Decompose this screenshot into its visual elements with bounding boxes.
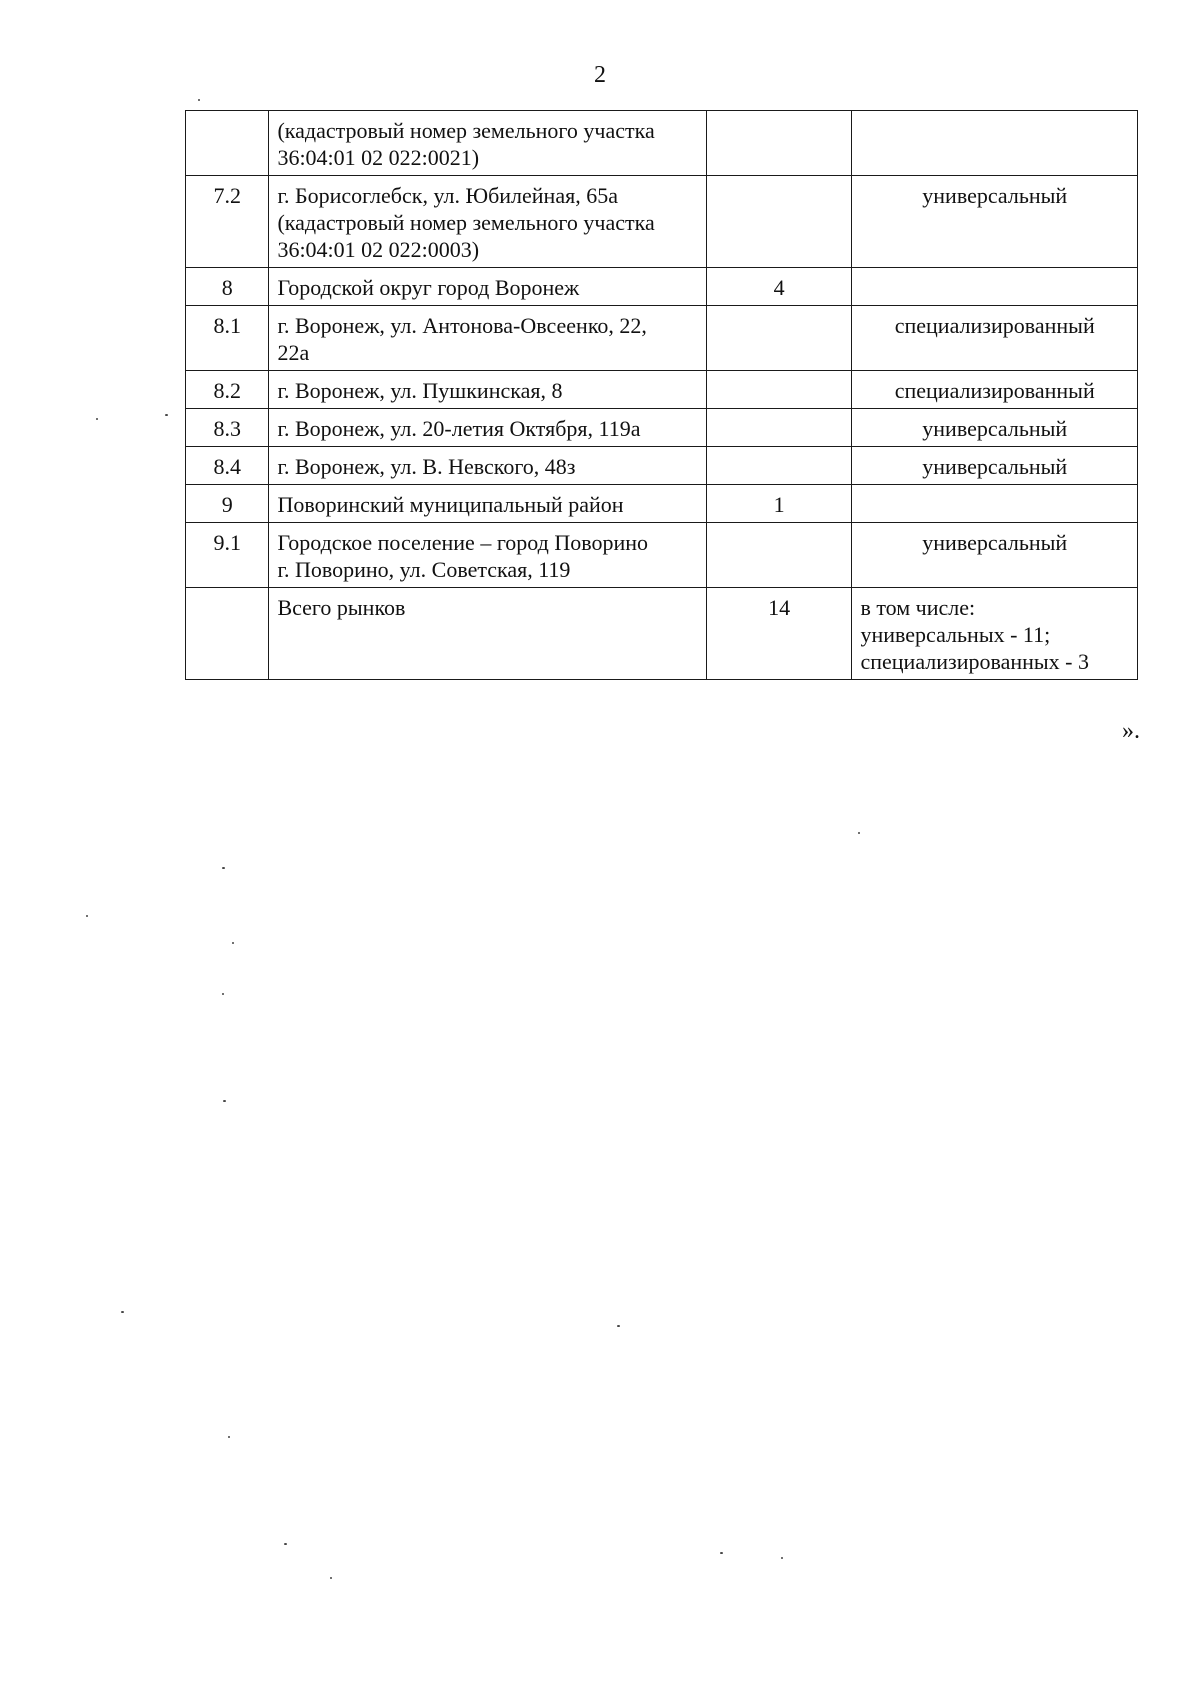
scan-speck (198, 99, 200, 101)
market-type-cell (852, 268, 1138, 306)
row-number-cell: 8.4 (186, 447, 269, 485)
location-cell (269, 371, 706, 409)
row-number-cell: 8.2 (186, 371, 269, 409)
market-type-cell (852, 371, 1138, 409)
market-type-cell (852, 176, 1138, 268)
market-type-line: универсальный (922, 454, 1068, 479)
scan-speck (165, 414, 168, 416)
location-cell (269, 176, 706, 268)
table-row (186, 485, 1138, 523)
market-type-cell (852, 485, 1138, 523)
market-count-cell (706, 306, 852, 371)
market-type-cell (852, 523, 1138, 588)
table-row (186, 268, 1138, 306)
table-row (186, 371, 1138, 409)
location-cell (269, 588, 706, 680)
market-type-line: универсальный (922, 183, 1068, 208)
market-count-cell: 1 (706, 485, 852, 523)
location-line: г. Воронеж, ул. 20-летия Октября, 119а (277, 416, 641, 441)
location-cell (269, 485, 706, 523)
scan-speck (781, 1557, 783, 1559)
page-number: 2 (594, 62, 606, 88)
market-type-line: специализированных - 3 (860, 649, 1090, 674)
location-cell (269, 447, 706, 485)
scan-speck (720, 1552, 723, 1554)
table-row (186, 588, 1138, 680)
location-line: Городской округ город Воронеж (277, 275, 580, 300)
row-number-cell: 7.2 (186, 176, 269, 268)
scan-speck (858, 832, 860, 834)
closing-quote: ». (1122, 718, 1140, 744)
location-line: (кадастровый номер земельного участка (277, 118, 655, 143)
market-type-cell (852, 306, 1138, 371)
location-line: Городское поселение – город Поворино (277, 530, 649, 555)
location-cell (269, 306, 706, 371)
market-count-cell (706, 523, 852, 588)
table-row (186, 523, 1138, 588)
row-number-cell (186, 111, 269, 176)
market-count-cell (706, 447, 852, 485)
location-cell (269, 523, 706, 588)
market-count-cell: 14 (706, 588, 852, 680)
scan-speck (222, 993, 224, 995)
table-row (186, 306, 1138, 371)
market-type-cell (852, 409, 1138, 447)
location-line: 36:04:01 02 022:0003) (277, 237, 480, 262)
table-row (186, 176, 1138, 268)
market-type-cell (852, 111, 1138, 176)
location-line: г. Воронеж, ул. Антонова-Овсеенко, 22, (277, 313, 647, 338)
scan-speck (96, 418, 98, 420)
market-count-cell (706, 409, 852, 447)
scan-speck (121, 1311, 124, 1313)
market-count-cell (706, 176, 852, 268)
markets-table-body (186, 111, 1138, 680)
location-cell (269, 111, 706, 176)
market-type-line: универсальный (922, 416, 1068, 441)
location-line: г. Поворино, ул. Советская, 119 (277, 557, 571, 582)
row-number-cell: 9 (186, 485, 269, 523)
location-cell (269, 409, 706, 447)
scan-speck (228, 1436, 230, 1438)
market-type-cell (852, 447, 1138, 485)
location-line: г. Воронеж, ул. В. Невского, 48з (277, 454, 576, 479)
market-type-cell (852, 588, 1138, 680)
market-type-line: универсальный (922, 530, 1068, 555)
scan-speck (330, 1577, 332, 1579)
market-count-cell: 4 (706, 268, 852, 306)
row-number-cell: 8 (186, 268, 269, 306)
market-count-cell (706, 371, 852, 409)
location-line: г. Воронеж, ул. Пушкинская, 8 (277, 378, 563, 403)
row-number-cell: 8.1 (186, 306, 269, 371)
scan-speck (617, 1325, 620, 1327)
market-type-line: специализированный (894, 313, 1095, 338)
scan-speck (86, 915, 88, 917)
market-type-line: в том числе: (860, 595, 976, 620)
location-line: Поворинский муниципальный район (277, 492, 624, 517)
markets-table (185, 110, 1138, 680)
scan-speck (223, 1100, 226, 1102)
location-line: 36:04:01 02 022:0021) (277, 145, 480, 170)
location-cell (269, 268, 706, 306)
table-row (186, 111, 1138, 176)
row-number-cell: 8.3 (186, 409, 269, 447)
market-type-line: специализированный (894, 378, 1095, 403)
scan-speck (284, 1543, 287, 1545)
table-row (186, 447, 1138, 485)
market-count-cell (706, 111, 852, 176)
scan-speck (232, 942, 234, 944)
scan-speck (222, 867, 225, 869)
row-number-cell (186, 588, 269, 680)
location-line: г. Борисоглебск, ул. Юбилейная, 65а (277, 183, 618, 208)
location-line: 22а (277, 340, 310, 365)
market-type-line: универсальных - 11; (860, 622, 1051, 647)
location-line: (кадастровый номер земельного участка (277, 210, 655, 235)
location-line: Всего рынков (277, 595, 406, 620)
row-number-cell: 9.1 (186, 523, 269, 588)
table-row (186, 409, 1138, 447)
